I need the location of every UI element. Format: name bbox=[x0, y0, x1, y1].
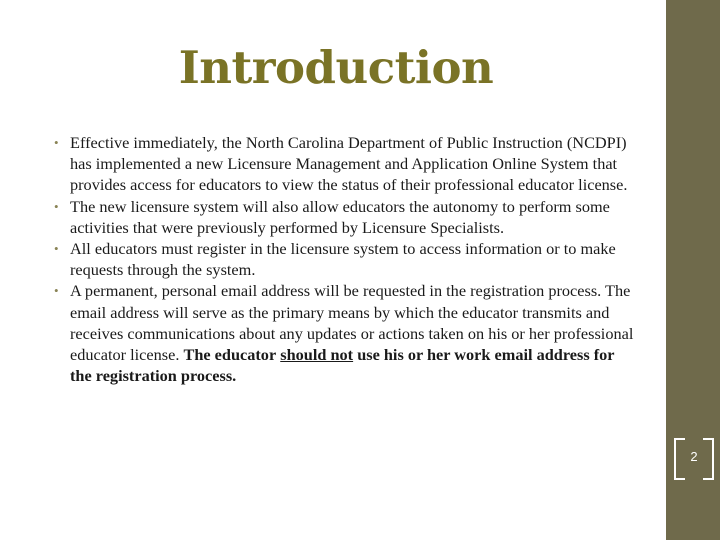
list-item bbox=[52, 238, 634, 280]
list-item bbox=[52, 132, 634, 196]
bullet-icon: • bbox=[54, 283, 59, 299]
bullet-icon: • bbox=[54, 135, 59, 150]
page-number: 2 bbox=[690, 449, 698, 464]
bold-underlined-text: should not bbox=[280, 345, 354, 365]
list-item bbox=[52, 280, 634, 386]
bullet-text: The new licensure system will also allow educators the autonomy to perform some activities that were previously performed by Licensure Specialists. bbox=[70, 196, 610, 237]
bold-text: The educator bbox=[183, 345, 277, 365]
bullet-icon: • bbox=[54, 198, 59, 214]
bold-text-end: use his or her work email address for the registration process. bbox=[70, 345, 615, 386]
slide-title: Introduction bbox=[178, 41, 494, 94]
bullet-text: All educators must register in the licensure system to access information or to make requests through the system. bbox=[70, 239, 616, 280]
bullet-text: Effective immediately, the North Carolina Department of Public Instruction (NCDPI) has implemented a new Licensure Management and Application Online System that provides access for educators to view the status of their professional educator license. bbox=[70, 133, 628, 195]
page-number-badge bbox=[674, 438, 714, 478]
list-item bbox=[52, 196, 634, 238]
bullet-icon: • bbox=[54, 241, 59, 257]
bullet-list bbox=[52, 132, 634, 386]
bullet-text: A permanent, personal email address will be requested in the registration process. The email address will serve as the primary means by which the educator transmits and receives communications about any updates or actions taken on his or her professional educator license. bbox=[70, 281, 634, 365]
